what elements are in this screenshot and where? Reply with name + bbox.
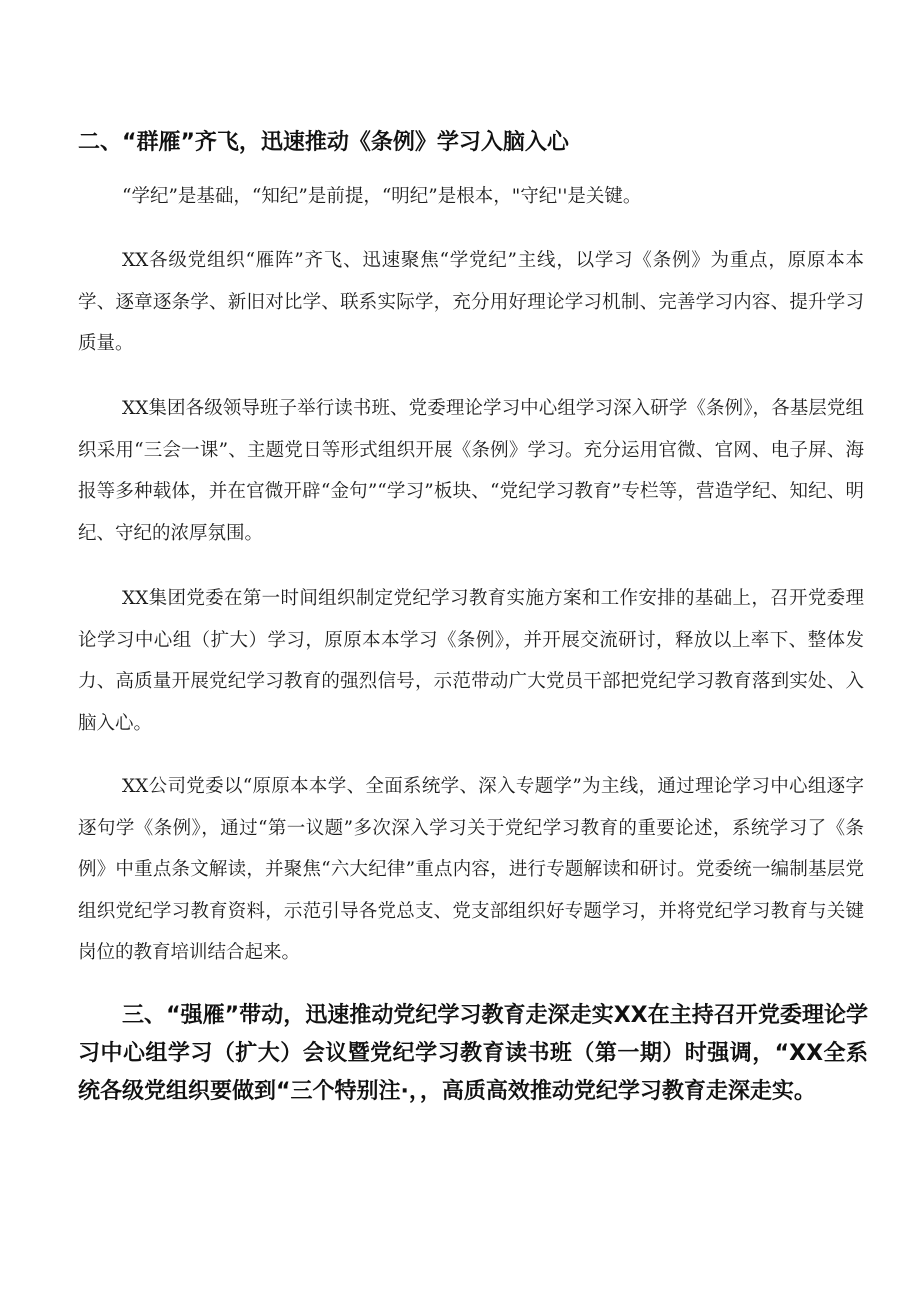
paragraph-2: XX各级党组织“雁阵”齐飞、迅速聚焦“学党纪”主线，以学习《条例》为重点，原原本本学、逐章逐条学、新旧对比学、联系实际学，充分用好理论学习机制、完善学习内容、提升学习质量。 bbox=[78, 250, 864, 354]
paragraph-5: XX公司党委以“原原本本学、全面系统学、深入专题学”为主线，通过理论学习中心组逐字逐句学《条例》，通过“第一议题”多次深入学习关于党纪学习教育的重要论述，系统学习了《条例》中重点条文解读，并聚焦“六大纪律”重点内容，进行专题解读和研讨。党委统一编制基层党组织党纪学习教育资料，示范引导各党总支、党支部组织好专题学习，并将党纪学习教育与关键岗位的教育培训结合起来。 bbox=[78, 776, 864, 963]
section-heading-two: 二、“群雁”齐飞，迅速推动《条例》学习入脑入心 bbox=[78, 130, 569, 155]
paragraph-3: XX集团各级领导班子举行读书班、党委理论学习中心组学习深入研学《条例》，各基层党组织采用“三会一课”、主题党日等形式组织开展《条例》学习。充分运用官微、官网、电子屏、海报等多种载体，并在官微开辟“金句”“学习”板块、“党纪学习教育”专栏等，营造学纪、知纪、明纪、守纪的浓厚氛围。 bbox=[78, 398, 864, 544]
paragraph-4: XX集团党委在第一时间组织制定党纪学习教育实施方案和工作安排的基础上，召开党委理论学习中心组（扩大）学习，原原本本学习《条例》，并开展交流研讨，释放以上率下、整体发力、高质量开展党纪学习教育的强烈信号，示范带动广大党员干部把党纪学习教育落到实处、入脑入心。 bbox=[78, 588, 864, 734]
paragraph-1: “学纪”是基础，“知纪”是前提，“明纪”是根本，"守纪''是关键。 bbox=[122, 186, 642, 207]
section-heading-three: 三、“强雁”带动，迅速推动党纪学习教育走深走实XX在主持召开党委理论学习中心组学习（扩大）会议暨党纪学习教育读书班（第一期）时强调，“XX全系统各级党组织要做到“三个特别注·，，高质高效推动党纪学习教育走深走实。 bbox=[78, 1003, 868, 1104]
